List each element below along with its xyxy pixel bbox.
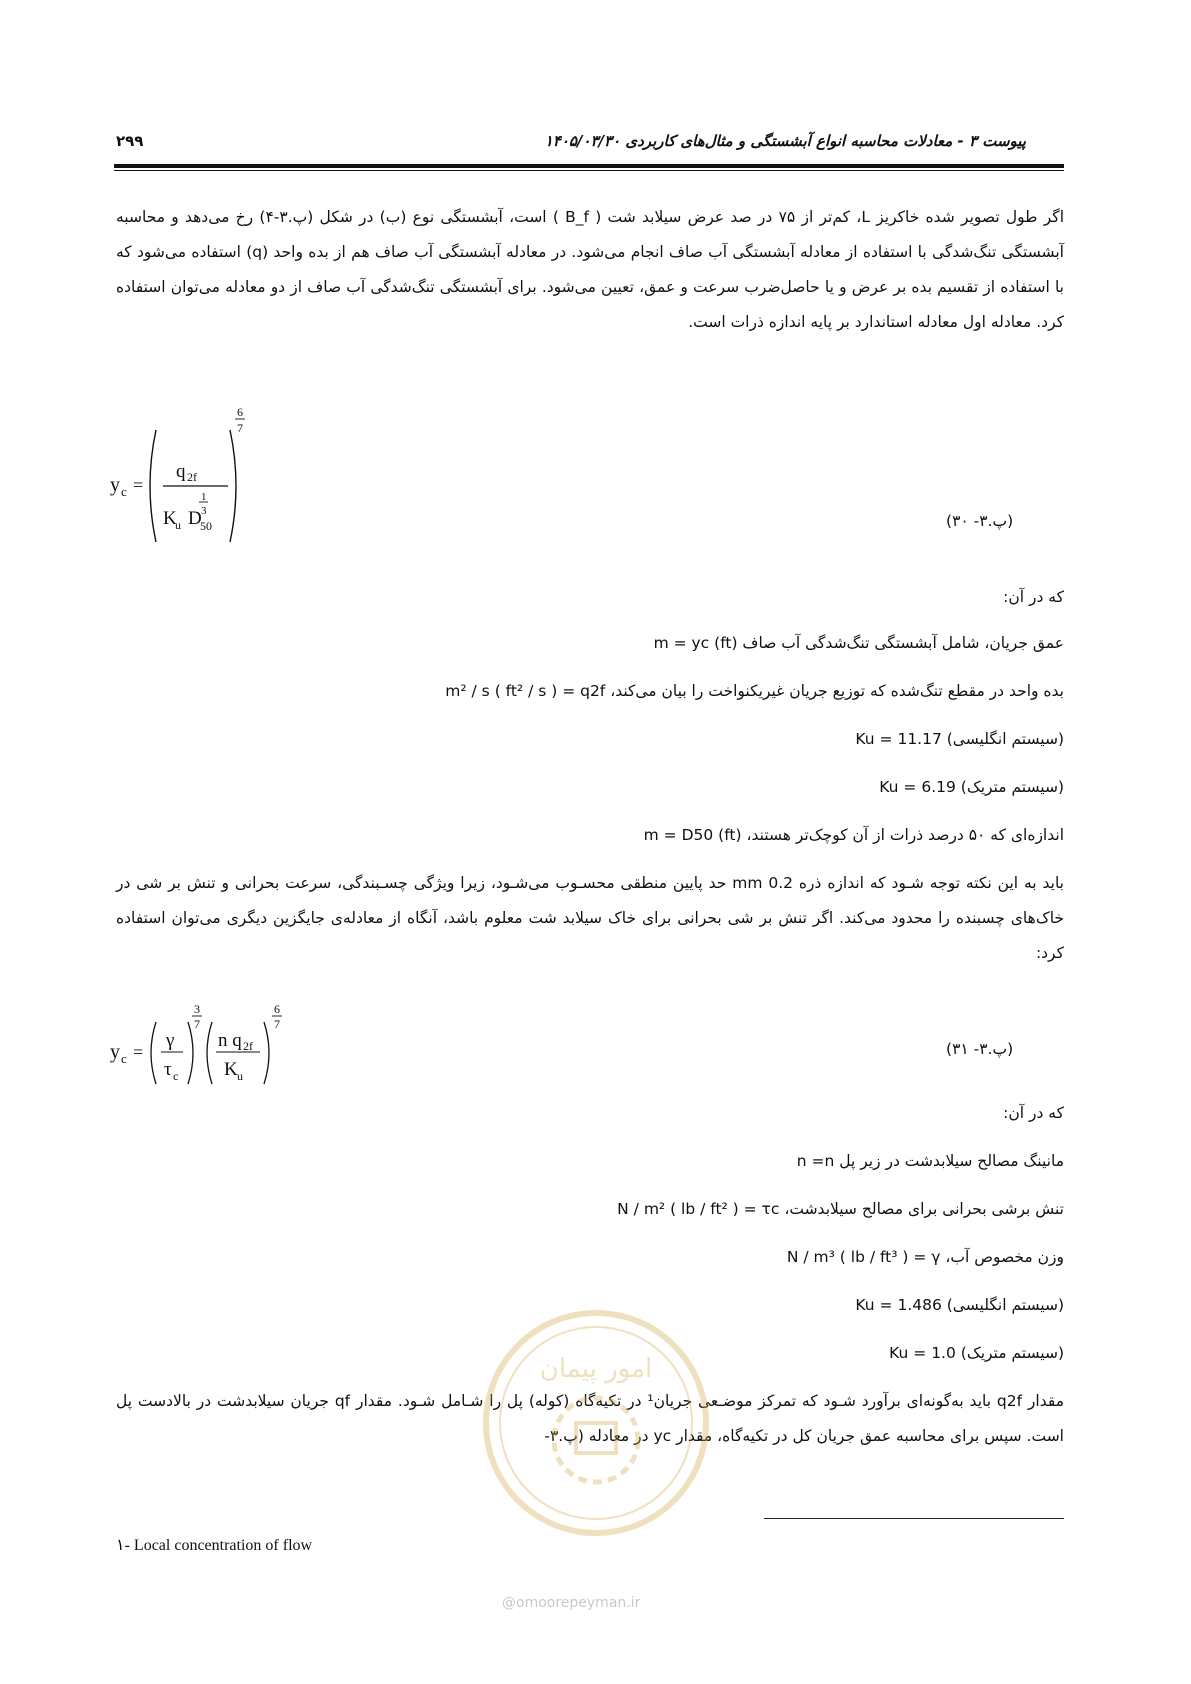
equation-31-svg: [108, 1000, 308, 1100]
eq31-k-sub: u: [237, 1069, 243, 1083]
svg-text:=: =: [133, 475, 144, 495]
eq30-frac-exp-den: 3: [201, 505, 207, 517]
definition-ku-metric-2: (سیستم متریک) 1.0 = Ku: [889, 1344, 1064, 1362]
eq31-gamma: γ: [166, 1030, 175, 1051]
eq31-nq: n q: [218, 1030, 242, 1051]
eq31-e1-den: 7: [194, 1017, 200, 1031]
watermark-logo: [478, 1305, 714, 1541]
definition-ku-english: (سیستم انگلیسی) 11.17 = Ku: [855, 730, 1064, 748]
paragraph-intro: اگر طول تصویر شده خاکریز L، کم‌تر از ۷۵ در صد عرض سیلابد شت ( B_f ) است، آبشستگی نوع (ب) در شکل (پ.۳-۴) رخ می‌دهد و محاسبه آبشستگی تنگ‌شدگی با استفاده از معادله آبشستگی آب صاف انجام می‌شود. در معادله آبشستگی آب صاف هم از بده واحد (q) استفاده می‌شود که با استفاده از تقسیم بده بر عرض و یا حاصل‌ضرب سرعت و عمق، تعیین می‌شود. برای آبشستگی تنگ‌شدگی آب صاف از دو معادله می‌توان استفاده کرد. معادله اول معادله استاندارد بر پایه اندازه ذرات است.: [116, 208, 1064, 331]
eq31-k: K: [224, 1059, 238, 1080]
eq31-lhs-sub: c: [121, 1051, 127, 1066]
eq31-e2-num: 6: [274, 1002, 280, 1016]
definition-ku-english-2: (سیستم انگلیسی) 1.486 = Ku: [855, 1296, 1064, 1314]
eq30-frac-exp-num: 1: [201, 491, 207, 503]
definition-tau-c: تنش برشی بحرانی برای مصالح سیلابدشت، N / m² ( lb / ft² ) = τc: [617, 1200, 1064, 1218]
definition-gamma: وزن مخصوص آب، N / m³ ( lb / ft³ ) = γ: [786, 1248, 1064, 1266]
equation-30-svg: [108, 402, 268, 552]
eq30-d-sub: 50: [200, 519, 212, 533]
eq31-nq-sub: 2f: [243, 1039, 253, 1053]
eq31-tau: τ: [164, 1059, 172, 1080]
eq31-lhs: y: [110, 1041, 120, 1063]
footnote-rule: [764, 1518, 1064, 1519]
eq31-e2-den: 7: [274, 1017, 280, 1031]
eq30-den: K: [163, 508, 177, 529]
equation-31: [108, 1000, 308, 1100]
eq30-d: D: [188, 508, 202, 529]
definition-n: مانینگ مصالح سیلابدشت در زیر پل n =n: [796, 1152, 1064, 1170]
watermark-url: @omoorepeyman.ir: [502, 1595, 641, 1611]
header-rule-thin: [114, 170, 1064, 171]
eq30-den-sub: u: [175, 518, 181, 532]
watermark-text: امور پیمان: [539, 1354, 653, 1384]
equation-31-label: (پ.۳- ۳۱): [946, 1040, 1014, 1058]
definition-d50: اندازه‌ای که ۵۰ درصد ذرات از آن کوچک‌تر هستند، (ft) m = D50: [643, 826, 1064, 844]
eq30-lhs-sub: c: [121, 484, 127, 499]
paragraph-q2f-estimate: مقدار q2f باید به‌گونه‌ای برآورد شـود که تمرکز موضـعی جریان¹ در تکیه‌گاه (کوله) پل را شـامل شـود. مقدار qf جریان سیلابدشت در بالادست پل است. سپس برای محاسبه عمق جریان کل در تکیه‌گاه، مقدار yc در معادله (پ.۳-: [116, 1392, 1065, 1445]
footnote: ۱- Local concentration of flow: [116, 1537, 313, 1554]
eq30-exp-den: 7: [237, 421, 243, 435]
running-header-title: پیوست ۳ - معادلات محاسبه انواع آبشستگی و مثال‌های کاربردی ۱۴۰۵/۰۳/۳۰: [544, 132, 1026, 150]
eq30-num-sub: 2f: [187, 470, 197, 484]
at-icon: @: [502, 1595, 516, 1611]
eq30-lhs: y: [110, 474, 120, 496]
eq30-num: q: [176, 461, 186, 482]
equation-30-label: (پ.۳- ۳۰): [946, 512, 1014, 530]
page-number: ۲۹۹: [116, 132, 144, 150]
svg-text:=: =: [133, 1042, 144, 1062]
header-rule: [114, 164, 1064, 168]
eq31-tau-sub: c: [173, 1069, 179, 1083]
definition-ku-metric: (سیستم متریک) 6.19 = Ku: [879, 778, 1064, 796]
equation-30: [108, 402, 268, 552]
definition-q2f: بده واحد در مقطع تنگ‌شده که توزیع جریان غیریکنواخت را بیان می‌کند، m² / s ( ft² / s ) = q2f: [445, 682, 1064, 700]
where-intro-2: که در آن:: [1003, 1104, 1064, 1122]
eq30-exp-num: 6: [237, 405, 243, 419]
where-intro-1: که در آن:: [1003, 588, 1064, 606]
eq31-e1-num: 3: [194, 1002, 200, 1016]
paragraph-cohesive-note: باید به این نکته توجه شـود که اندازه ذره 0.2 mm حد پایین منطقی محسـوب می‌شـود، زیرا ویژگی چسـبندگی، سرعت بحرانی و تنش بر شی در خاک‌های چسبنده را محدود می‌کند. اگر تنش بر شی بحرانی برای خاک سیلابد شت معلوم باشد، آنگاه از معادله‌ی جایگزین دیگری می‌توان استفاده کرد:: [116, 874, 1064, 962]
definition-yc: عمق جریان، شامل آبشستگی تنگ‌شدگی آب صاف (ft) m = yc: [653, 634, 1064, 652]
